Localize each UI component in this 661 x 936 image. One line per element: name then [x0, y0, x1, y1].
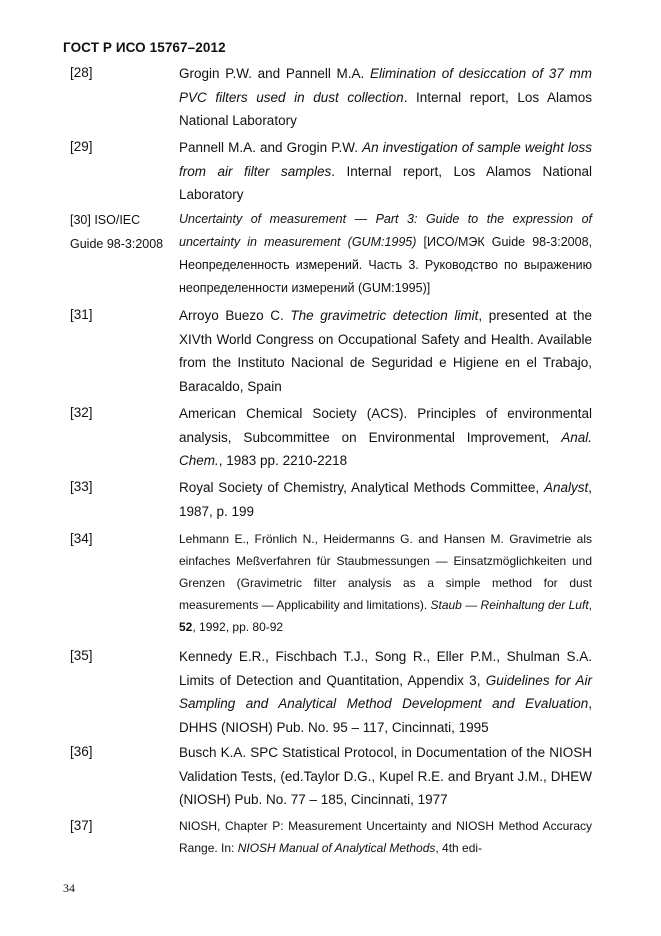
reference-run: Kennedy E.R., Fischbach T.J., Song R., Eller P.M., Shulman S.A. Limits of Detection and Quantitation, Appendix 3,: [179, 649, 592, 688]
reference-run: , presented at the XIVth World Congress on Occupational Safety and Health. Available from the Instituto Nacional de Seguridad e Higiene en el Trabajo, Baracaldo, Spain: [179, 308, 593, 394]
reference-run: NIOSH, Chapter P: Measurement Uncertainty and NIOSH Method Accuracy Range. In:: [179, 819, 592, 855]
reference-run: , 1983 pp. 2210-2218: [218, 453, 348, 468]
reference-italic-run: Analyst: [543, 480, 589, 495]
reference-run: Grogin P.W. and Pannell M.A.: [179, 66, 370, 81]
reference-bold-run: 52: [179, 620, 193, 634]
reference-number: [34]: [70, 531, 93, 546]
reference-number: [31]: [70, 307, 93, 322]
reference-italic-run: Elimination of desiccation of 37 mm PVC filters used in dust collection: [179, 66, 592, 105]
reference-text: [179, 208, 592, 300]
reference-run: Busch K.A. SPC Statistical Protocol, in Documentation of the NIOSH Validation Tests, (ed.Taylor D.G., Kupel R.E. and Bryant J.M., DHEW (NIOSH) Pub. No. 77 – 185, Cincinnati, 1977: [179, 745, 592, 807]
reference-number: [70, 208, 170, 256]
reference-number: [33]: [70, 479, 93, 494]
reference-text: [179, 528, 592, 638]
reference-run: American Chemical Society (ACS). Principles of environmental analysis, Subcommittee on Environmental Improvement,: [179, 406, 592, 445]
reference-number: [32]: [70, 405, 93, 420]
reference-run: , 4th edi-: [435, 841, 483, 855]
reference-italic-run: Uncertainty of measurement — Part 3: Guide to the expression of uncertainty in measurement (GUM:1995): [179, 212, 592, 249]
reference-run: , DHHS (NIOSH) Pub. No. 95 – 117, Cincinnati, 1995: [179, 696, 592, 735]
reference-run: Arroyo Buezo C.: [179, 308, 291, 323]
reference-number: [29]: [70, 139, 93, 154]
reference-italic-run: NIOSH Manual of Analytical Methods: [237, 841, 436, 855]
reference-run: Royal Society of Chemistry, Analytical Methods Committee,: [179, 480, 544, 495]
reference-run: ,: [588, 598, 592, 612]
reference-text: [179, 62, 592, 133]
reference-italic-run: The gravimetric detection limit: [290, 308, 479, 323]
reference-italic-run: Anal. Chem.: [179, 429, 592, 468]
reference-text: [179, 476, 592, 523]
document-header: ГОСТ Р ИСО 15767–2012: [63, 40, 226, 55]
reference-text: [179, 645, 592, 739]
reference-number: [37]: [70, 818, 93, 833]
reference-run: , 1987, p. 199: [179, 480, 592, 519]
reference-italic-run: An investigation of sample weight loss from air filter samples: [179, 140, 592, 179]
reference-run: [ИСО/МЭК Guide 98-3:2008, Неопределенность измерений. Часть 3. Руководство по выражению неопределенности измерений (GUM:1995)]: [179, 235, 592, 295]
reference-run: . Internal report, Los Alamos National Laboratory: [179, 163, 593, 202]
reference-italic-run: Guidelines for Air Sampling and Analytical Method Development and Evaluation: [179, 672, 592, 711]
reference-run: , 1992, pp. 80-92: [192, 620, 284, 634]
reference-run: . Internal report, Los Alamos National Laboratory: [179, 89, 592, 128]
reference-text: [179, 741, 592, 812]
reference-run: Pannell M.A. and Grogin P.W.: [179, 140, 363, 155]
page-number: 34: [63, 881, 75, 895]
reference-number: [35]: [70, 648, 93, 663]
reference-number-label: [30] ISO/IEC Guide 98-3:2008: [70, 213, 164, 251]
reference-text: [179, 402, 592, 473]
reference-text: [179, 304, 592, 398]
reference-number: [28]: [70, 65, 93, 80]
reference-run: Lehmann E., Frönlich N., Heidermanns G. and Hansen M. Gravimetrie als einfaches Meßverfahren für Staubmessungen — Einsatzmöglichkeiten und Grenzen (Gravimetric filter analysis as a simple method for dust measurements — Applicability and limitations).: [179, 532, 592, 612]
reference-text: [179, 815, 592, 859]
reference-text: [179, 136, 592, 207]
reference-italic-run: Staub — Reinhaltung der Luft: [430, 598, 589, 612]
reference-number: [36]: [70, 744, 93, 759]
